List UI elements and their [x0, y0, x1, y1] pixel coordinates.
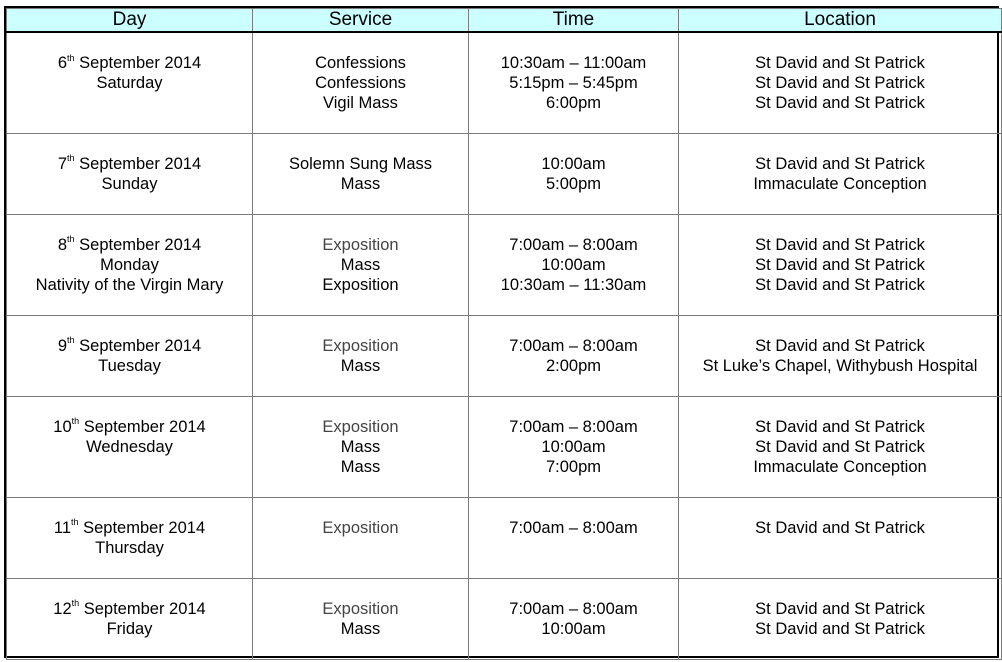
day-cell: [7, 32, 253, 133]
service-item: Vigil Mass: [323, 94, 398, 112]
time-cell: [469, 214, 679, 315]
header-row: [7, 9, 1002, 33]
location-item: St David and St Patrick: [755, 94, 925, 112]
location-item: St David and St Patrick: [755, 235, 925, 254]
service-cell: [253, 32, 469, 133]
table-row: [7, 32, 1002, 133]
service-item: Mass: [340, 619, 381, 638]
table-row: [7, 133, 1002, 214]
location-item: St David and St Patrick: [755, 518, 925, 537]
time-item: 10:30am – 11:30am: [500, 275, 647, 294]
feast-day: Nativity of the Virgin Mary: [35, 275, 224, 294]
day-cell: [7, 214, 253, 315]
weekday: Tuesday: [98, 356, 161, 375]
service-cell: [253, 214, 469, 315]
location-item: St David and St Patrick: [755, 599, 925, 618]
service-item: Confessions: [315, 54, 406, 72]
service-item: Mass: [340, 356, 381, 375]
time-item: 7:00am – 8:00am: [509, 417, 638, 436]
service-item: Exposition: [322, 417, 399, 436]
service-item: Mass: [340, 437, 381, 456]
service-cell: [253, 578, 469, 659]
time-item: 6:00pm: [545, 94, 602, 112]
table-row: [7, 396, 1002, 497]
service-item: Mass: [340, 255, 381, 274]
time-cell: [469, 133, 679, 214]
time-item: 7:00am – 8:00am: [509, 235, 638, 254]
table-row: [7, 315, 1002, 396]
schedule-sheet: [4, 6, 999, 658]
location-item: St David and St Patrick: [755, 255, 925, 274]
time-item: 2:00pm: [545, 356, 602, 375]
header-location: Location: [679, 9, 1002, 33]
time-item: 10:30am – 11:00am: [500, 54, 647, 72]
weekday: Wednesday: [86, 437, 173, 456]
table-row: [7, 497, 1002, 578]
time-cell: [469, 396, 679, 497]
date-line: 12th September 2014: [53, 598, 206, 618]
location-item: St David and St Patrick: [755, 619, 925, 638]
service-item: Exposition: [322, 599, 399, 618]
weekday: Sunday: [101, 174, 158, 193]
time-item: 5:00pm: [545, 174, 602, 193]
time-item: 5:15pm – 5:45pm: [509, 74, 638, 92]
location-cell: [679, 133, 1002, 214]
weekday: Monday: [100, 255, 159, 274]
location-item: Immaculate Conception: [753, 457, 927, 476]
service-item: Confessions: [315, 74, 406, 92]
weekday: Thursday: [95, 538, 164, 557]
time-cell: [469, 315, 679, 396]
time-item: 7:00am – 8:00am: [509, 599, 638, 618]
location-cell: [679, 497, 1002, 578]
weekday: Saturday: [96, 74, 163, 92]
service-cell: [253, 315, 469, 396]
service-cell: [253, 133, 469, 214]
location-cell: [679, 214, 1002, 315]
service-item: Mass: [340, 457, 381, 476]
location-item: St David and St Patrick: [755, 74, 925, 92]
location-item: St David and St Patrick: [755, 336, 925, 355]
date-line: 11th September 2014: [53, 517, 206, 537]
day-cell: [7, 396, 253, 497]
time-cell: [469, 497, 679, 578]
time-item: 10:00am: [541, 437, 606, 456]
date-line: 9th September 2014: [57, 335, 202, 355]
date-line: 10th September 2014: [53, 416, 206, 436]
location-item: St David and St Patrick: [755, 275, 925, 294]
table-row: [7, 578, 1002, 659]
date-line: 6th September 2014: [57, 52, 202, 72]
location-item: Immaculate Conception: [753, 174, 927, 193]
time-item: 10:00am: [541, 619, 606, 638]
location-item: St David and St Patrick: [755, 437, 925, 456]
service-item: Exposition: [322, 235, 399, 254]
time-item: 7:00pm: [545, 457, 602, 476]
day-cell: [7, 133, 253, 214]
location-item: St Luke’s Chapel, Withybush Hospital: [702, 356, 978, 375]
day-cell: [7, 578, 253, 659]
location-item: St David and St Patrick: [755, 154, 925, 173]
location-item: St David and St Patrick: [755, 54, 925, 72]
service-cell: [253, 497, 469, 578]
time-item: 7:00am – 8:00am: [509, 518, 638, 537]
day-cell: [7, 315, 253, 396]
location-cell: [679, 315, 1002, 396]
header-service: Service: [253, 9, 469, 33]
service-item: Mass: [340, 174, 381, 193]
location-cell: [679, 578, 1002, 659]
time-item: 7:00am – 8:00am: [509, 336, 638, 355]
header-day: Day: [7, 9, 253, 33]
table-row: [7, 214, 1002, 315]
mass-schedule-table: [6, 8, 1002, 660]
header-time: Time: [469, 9, 679, 33]
location-cell: [679, 396, 1002, 497]
time-cell: [469, 32, 679, 133]
location-cell: [679, 32, 1002, 133]
date-line: 8th September 2014: [57, 234, 202, 254]
day-cell: [7, 497, 253, 578]
service-item: Solemn Sung Mass: [288, 154, 433, 173]
location-item: St David and St Patrick: [755, 417, 925, 436]
time-cell: [469, 578, 679, 659]
service-item: Exposition: [322, 518, 399, 537]
date-line: 7th September 2014: [57, 153, 202, 173]
time-item: 10:00am: [541, 255, 606, 274]
service-item: Exposition: [322, 275, 399, 294]
weekday: Friday: [106, 619, 153, 638]
service-item: Exposition: [322, 336, 399, 355]
time-item: 10:00am: [541, 154, 606, 173]
service-cell: [253, 396, 469, 497]
